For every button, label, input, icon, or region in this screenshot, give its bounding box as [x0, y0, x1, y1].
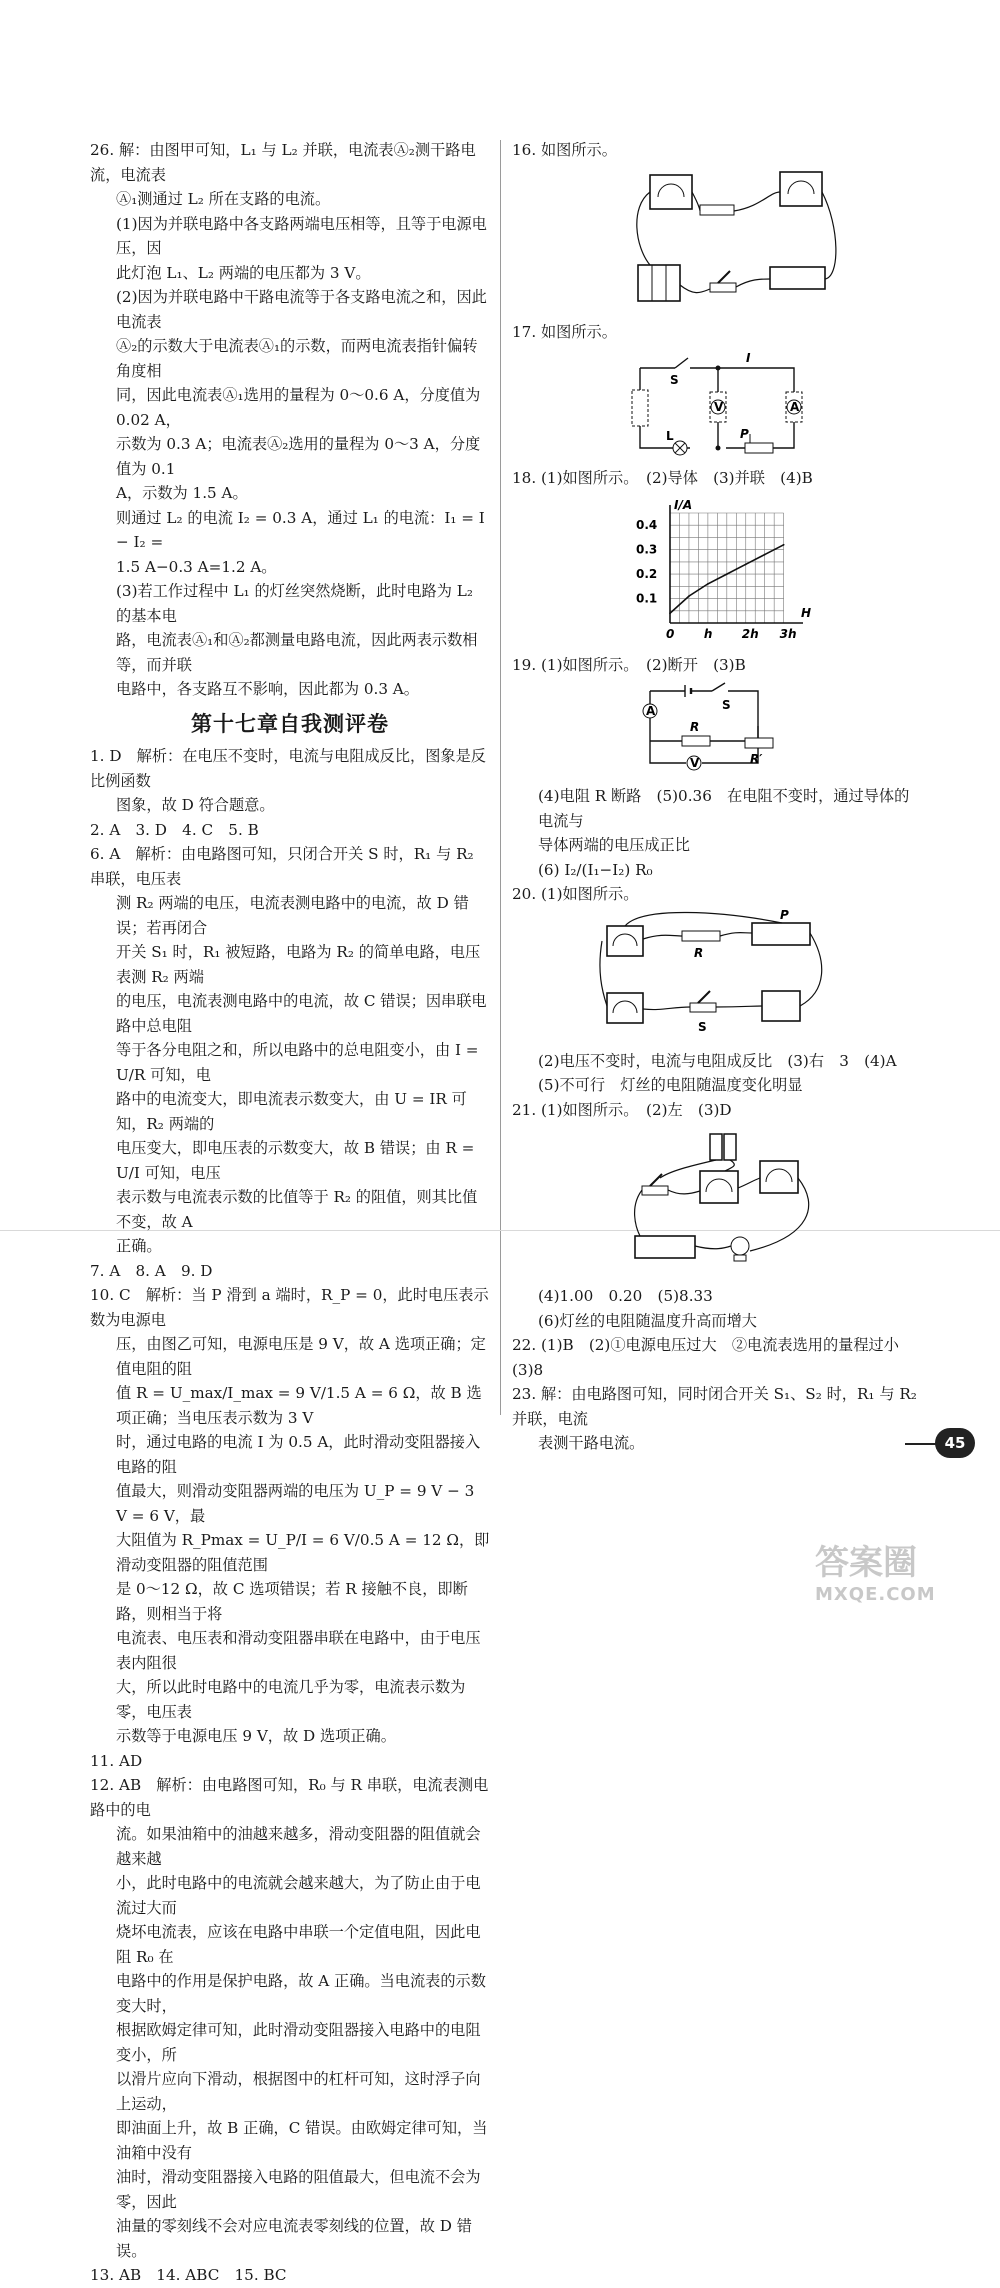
text-line: 6. A 解析：由电路图可知，只闭合开关 S 时，R₁ 与 R₂ 串联，电压表 — [90, 845, 474, 888]
text-line: (4)电阻 R 断路 (5)0.36 在电阻不变时，通过导体的电流与 — [538, 787, 910, 830]
data-point — [688, 595, 690, 597]
text-line: (2)因为并联电路中干路电流等于各支路电流之和，因此电流表 — [116, 288, 487, 331]
label-a: A — [646, 704, 656, 718]
text-line: 1. D 解析：在电压不变时，电流与电阻成反比，图象是反比例函数 — [90, 747, 486, 790]
data-point — [745, 563, 747, 565]
q26-block — [90, 138, 490, 702]
text-line: Ⓐ₂的示数大于电流表Ⓐ₁的示数，而两电流表指针偏转角度相 — [116, 337, 478, 380]
text-line: 26. 解：由图甲可知，L₁ 与 L₂ 并联，电流表Ⓐ₂测干路电流，电流表 — [90, 141, 476, 184]
text-line: 12. AB 解析：由电路图可知，R₀ 与 R 串联，电流表测电路中的电 — [90, 1776, 489, 1819]
y-tick-label: 0.4 — [636, 517, 658, 532]
text-line: 即油面上升，故 B 正确，C 错误。由欧姆定律可知，当油箱中没有 — [116, 2119, 488, 2162]
q20-circuit-illustration — [602, 907, 832, 1041]
text-line: 大，所以此时电路中的电流几乎为零，电流表示数为零，电压表 — [116, 1678, 466, 1721]
text-line: 10. C 解析：当 P 滑到 a 端时，R_P = 0，此时电压表示数为电源电 — [90, 1286, 489, 1329]
chapter-title: 第十七章自我测评卷 — [191, 711, 389, 736]
q18-figure — [630, 495, 922, 645]
text-line: 23. 解：由电路图可知，同时闭合开关 S₁、S₂ 时，R₁ 与 R₂ 并联，电流 — [512, 1385, 917, 1428]
label-p: P — [740, 427, 749, 441]
label-r: R — [690, 720, 700, 734]
text-line: (2)电压不变时，电流与电阻成反比 (3)右 3 (4)A — [538, 1051, 897, 1070]
q19-figure — [630, 681, 922, 776]
x-axis-label: H — [801, 605, 812, 620]
q20-figure — [602, 907, 922, 1041]
q16-label: 16. 如图所示。 — [512, 141, 617, 159]
text-line: 根据欧姆定律可知，此时滑动变阻器接入电路中的电阻变小，所 — [116, 2021, 481, 2064]
q16-circuit-illustration — [630, 167, 840, 312]
text-line: 是 0～12 Ω，故 C 选项错误；若 R 接触不良，即断路，则相当于将 — [116, 1580, 468, 1623]
label-r: R — [694, 945, 704, 960]
q20-label: 20. (1)如图所示。 — [512, 885, 639, 903]
text-line: 时，通过电路的电流 I 为 0.5 A，此时滑动变阻器接入电路的阻 — [116, 1433, 481, 1476]
answers-block — [90, 744, 490, 2288]
text-line: 电路中，各支路互不影响，因此都为 0.3 A。 — [116, 680, 419, 698]
q16-figure — [630, 167, 922, 312]
q17-label: 17. 如图所示。 — [512, 322, 617, 341]
q21-label: 21. (1)如图所示。 (2)左 (3)D — [512, 1100, 732, 1119]
data-point — [669, 612, 671, 614]
text-line: Ⓐ₁测通过 L₂ 所在支路的电流。 — [116, 190, 331, 208]
q17-circuit-diagram — [630, 348, 810, 458]
text-line: 值最大，则滑动变阻器两端的电压为 U_P = 9 V − 3 V = 6 V，最 — [116, 1482, 475, 1525]
text-line: 表测干路电流。 — [538, 1434, 645, 1452]
watermark-site: MXQE.COM — [815, 1584, 936, 1605]
q18-label: 18. (1)如图所示。 (2)导体 (3)并联 (4)B — [512, 469, 813, 487]
text-line: (1)因为并联电路中各支路两端电压相等，且等于电源电压，因 — [116, 214, 487, 257]
label-a: A — [790, 400, 800, 414]
text-line: (5)不可行 灯丝的电阻随温度变化明显 — [538, 1076, 803, 1094]
label-p: P — [780, 907, 789, 922]
left-column — [90, 138, 490, 2288]
watermark-logo: 答案圈 — [815, 1543, 917, 1583]
label-v: V — [714, 400, 724, 414]
text-line: 的电压，电流表测电路中的电流，故 C 错误；因串联电路中总电阻 — [116, 992, 487, 1035]
x-tick-label: h — [703, 626, 713, 641]
text-line: 值 R = U_max/I_max = 9 V/1.5 A = 6 Ω，故 B 选项正确；当电压表示数为 3 V — [116, 1384, 482, 1427]
text-line: 13. AB 14. ABC 15. BC — [90, 2266, 287, 2284]
text-line: 7. A 8. A 9. D — [90, 1261, 213, 1280]
text-line: 1.5 A−0.3 A=1.2 A。 — [116, 557, 277, 576]
text-line: 电压变大，即电压表的示数变大，故 B 错误；由 R = U/I 可知，电压 — [116, 1139, 475, 1182]
x-tick-label: 0 — [666, 626, 675, 641]
label-rp: R′ — [750, 752, 763, 766]
text-line: 以滑片应向下滑动，根据图中的杠杆可知，这时浮子向上运动， — [116, 2070, 481, 2113]
text-line: 油量的零刻线不会对应电流表零刻线的位置，故 D 错误。 — [116, 2217, 472, 2260]
watermark — [815, 1535, 936, 1605]
data-point — [726, 573, 728, 575]
text-line: 小，此时电路中的电流就会越来越大，为了防止由于电流过大而 — [116, 1874, 481, 1917]
q18-chart — [630, 495, 810, 645]
x-tick-label: 2h — [741, 626, 759, 641]
label-l: L — [666, 429, 674, 443]
label-v: V — [690, 756, 700, 770]
text-line: 压，由图乙可知，电源电压是 9 V，故 A 选项正确；定值电阻的阻 — [116, 1335, 486, 1378]
text-line: 大阻值为 R_Pmax = U_P/I = 6 V/0.5 A = 12 Ω，即滑动变阻器的阻值范围 — [116, 1531, 490, 1574]
page-number: 45 — [935, 1428, 975, 1458]
data-point — [707, 582, 709, 584]
text-line: 等于各分电阻之和，所以电路中的总电阻变小，由 I = U/R 可知，电 — [116, 1041, 479, 1084]
text-line: 油时，滑动变阻器接入电路的阻值最大，但电流不会为零，因此 — [116, 2168, 481, 2211]
right-column — [512, 138, 922, 1456]
label-s: S — [722, 698, 731, 712]
text-line: 则通过 L₂ 的电流 I₂ = 0.3 A，通过 L₁ 的电流：I₁ = I − I₂ = — [116, 508, 485, 551]
text-line: 流。如果油箱中的油越来越多，滑动变阻器的阻值就会越来越 — [116, 1825, 481, 1868]
column-divider — [500, 140, 501, 1415]
text-line: 电流表、电压表和滑动变阻器串联在电路中，由于电压表内阻很 — [116, 1629, 481, 1672]
y-tick-label: 0.2 — [636, 566, 658, 581]
text-line: (6) I₂/(I₁−I₂) R₀ — [538, 860, 653, 879]
data-point — [783, 543, 785, 545]
q17-figure — [630, 348, 922, 458]
label-s: S — [670, 373, 679, 387]
text-line: 测 R₂ 两端的电压，电流表测电路中的电流，故 D 错误；若再闭合 — [116, 894, 469, 937]
text-line: 11. AD — [90, 1751, 143, 1770]
text-line: 烧坏电流表，应该在电路中串联一个定值电阻，因此电阻 R₀ 在 — [116, 1923, 481, 1966]
text-line: A，示数为 1.5 A。 — [116, 484, 248, 502]
text-line: (4)1.00 0.20 (5)8.33 — [538, 1287, 713, 1305]
text-line: 示数等于电源电压 9 V，故 D 选项正确。 — [116, 1727, 396, 1745]
q19-label: 19. (1)如图所示。 (2)断开 (3)B — [512, 655, 746, 674]
y-tick-label: 0.3 — [636, 542, 658, 557]
page-number-rule — [905, 1443, 937, 1445]
text-line: 图象，故 D 符合题意。 — [116, 796, 275, 814]
text-line: (6)灯丝的电阻随温度升高而增大 — [538, 1311, 757, 1330]
text-line: 路中的电流变大，即电流表示数变大，由 U = IR 可知，R₂ 两端的 — [116, 1090, 467, 1133]
text-line: 正确。 — [116, 1237, 162, 1255]
data-point — [764, 553, 766, 555]
text-line: 开关 S₁ 时，R₁ 被短路，电路为 R₂ 的简单电路，电压表测 R₂ 两端 — [116, 943, 481, 986]
text-line: 示数为 0.3 A；电流表Ⓐ₂选用的量程为 0～3 A，分度值为 0.1 — [116, 435, 481, 478]
text-line: 路，电流表Ⓐ₁和Ⓐ₂都测量电路电流，因此两表示数相等，而并联 — [116, 631, 478, 674]
text-line: 2. A 3. D 4. C 5. B — [90, 820, 259, 839]
y-tick-label: 0.1 — [636, 591, 658, 606]
text-line: 表示数与电流表示数的比值等于 R₂ 的阻值，则其比值不变，故 A — [116, 1188, 478, 1231]
chart-axes — [670, 498, 811, 623]
text-line: 同，因此电流表Ⓐ₁选用的量程为 0～0.6 A，分度值为 0.02 A， — [116, 386, 481, 429]
text-line: 22. (1)B (2)①电源电压过大 ②电流表选用的量程过小 (3)8 — [512, 1336, 915, 1379]
text-line: 导体两端的电压成正比 — [538, 836, 690, 854]
label-i: I — [746, 351, 751, 365]
q21-circuit-illustration — [630, 1126, 830, 1276]
x-tick-label: 3h — [779, 626, 797, 641]
label-s: S — [698, 1019, 707, 1034]
q19-circuit-diagram — [630, 681, 790, 776]
q21-figure — [630, 1126, 922, 1276]
y-axis-label: I/A — [674, 497, 693, 512]
text-line: (3)若工作过程中 L₁ 的灯丝突然烧断，此时电路为 L₂ 的基本电 — [116, 582, 473, 625]
chart-grid — [670, 513, 784, 623]
text-line: 电路中的作用是保护电路，故 A 正确。当电流表的示数变大时， — [116, 1972, 486, 2015]
text-line: 此灯泡 L₁、L₂ 两端的电压都为 3 V。 — [116, 263, 371, 282]
